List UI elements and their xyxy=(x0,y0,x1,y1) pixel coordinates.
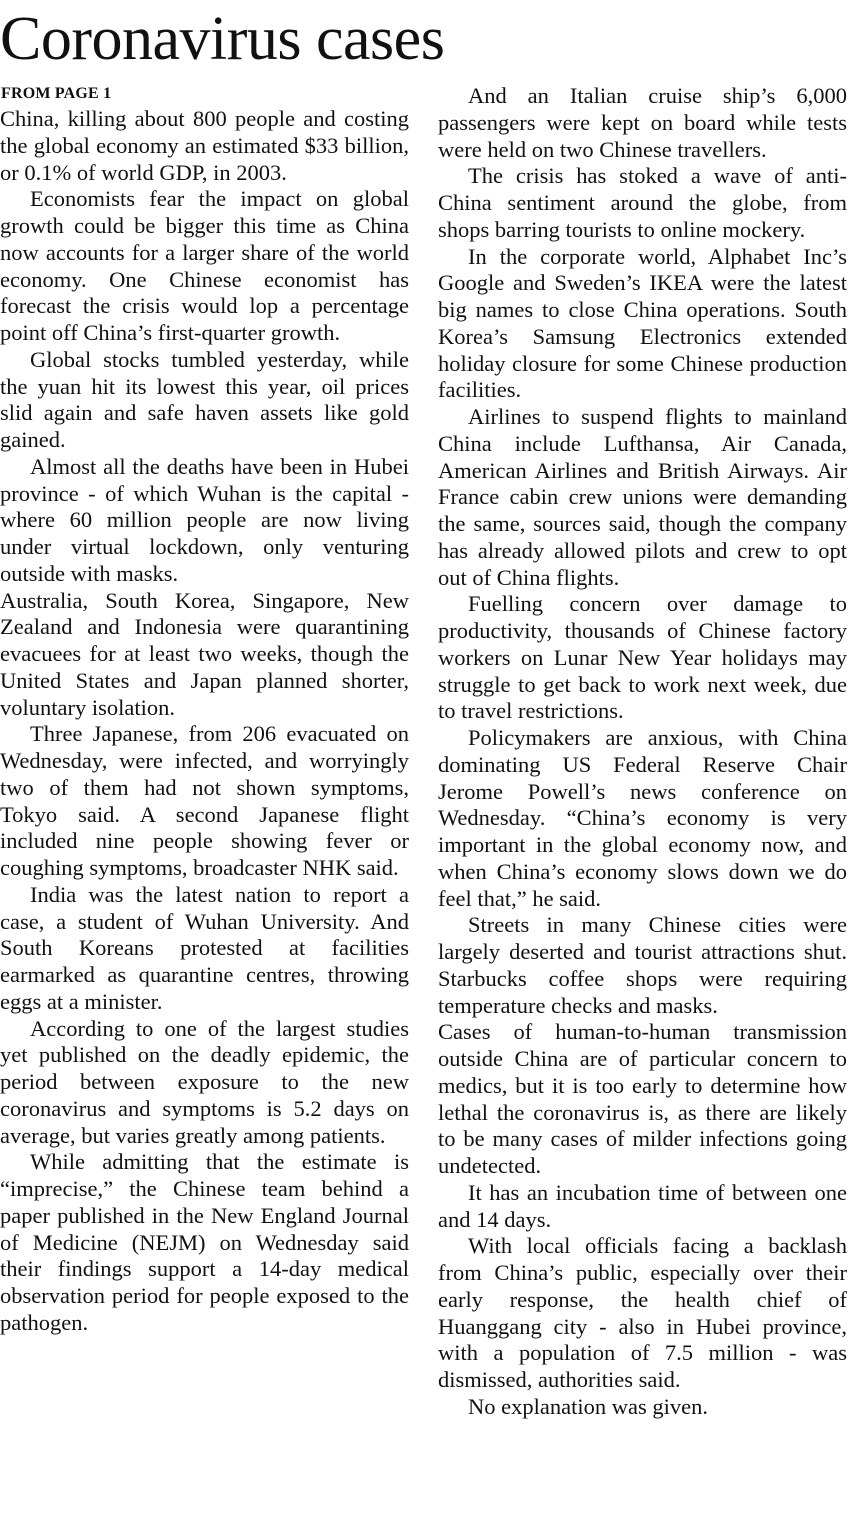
paragraph: The crisis has stoked a wave of anti-China sentiment around the globe, from shops barring tourists to online mockery. xyxy=(438,163,847,242)
paragraph: While admitting that the estimate is “imprecise,” the Chinese team behind a paper published in the New England Journal of Medicine (NEJM) on Wednesday said their findings support a 14-day medical observation period for people exposed to the pathogen. xyxy=(0,1149,409,1335)
paragraph: Global stocks tumbled yesterday, while the yuan hit its lowest this year, oil prices slid again and safe haven assets like gold gained. xyxy=(0,346,409,452)
paragraph: According to one of the largest studies yet published on the deadly epidemic, the period between exposure to the new coronavirus and symptoms is 5.2 days on average, but varies greatly among patients. xyxy=(0,1015,409,1148)
paragraph: Streets in many Chinese cities were largely deserted and tourist attractions shut. Starbucks coffee shops were requiring temperature checks and masks. xyxy=(438,912,847,1018)
paragraph: China, killing about 800 people and costing the global economy an estimated $33 billion, or 0.1% of world GDP, in 2003. xyxy=(0,106,409,185)
paragraph: It has an incubation time of between one and 14 days. xyxy=(438,1179,847,1232)
paragraph: Fuelling concern over damage to productivity, thousands of Chinese factory workers on Lunar New Year holidays may struggle to get back to work next week, due to travel restrictions. xyxy=(438,591,847,724)
left-column xyxy=(0,106,409,1337)
paragraph: Policymakers are anxious, with China dominating US Federal Reserve Chair Jerome Powell’s news conference on Wednesday. “China’s economy is very important in the global economy now, and when China’s economy slows down we do feel that,” he said. xyxy=(438,725,847,911)
paragraph: No explanation was given. xyxy=(468,1393,708,1419)
paragraph: And an Italian cruise ship’s 6,000 passengers were kept on board while tests were held on two Chinese travellers. xyxy=(438,83,847,162)
kicker-from-page: FROM PAGE 1 xyxy=(1,85,112,102)
paragraph: In the corporate world, Alphabet Inc’s Google and Sweden’s IKEA were the latest big names to close China operations. South Korea’s Samsung Electronics extended holiday closure for some Chinese production facilities. xyxy=(438,243,847,403)
headline: Coronavirus cases xyxy=(0,5,445,73)
paragraph: Airlines to suspend flights to mainland China include Lufthansa, Air Canada, American Airlines and British Airways. Air France cabin crew unions were demanding the same, sources said, though the company has already allowed pilots and crew to opt out of China flights. xyxy=(438,404,847,590)
paragraph: Cases of human-to-human transmission outside China are of particular concern to medics, but it is too early to determine how lethal the coronavirus is, as there are likely to be many cases of milder infections going undetected. xyxy=(438,1019,847,1178)
paragraph: Three Japanese, from 206 evacuated on Wednesday, were infected, and worryingly two of them had not shown symptoms, Tokyo said. A second Japanese flight included nine people showing fever or coughing symptoms, broadcaster NHK said. xyxy=(0,721,409,880)
paragraph: Australia, South Korea, Singapore, New Zealand and Indonesia were quarantining evacuees for at least two weeks, though the United States and Japan planned shorter, voluntary isolation. xyxy=(0,587,409,720)
paragraph: India was the latest nation to report a case, a student of Wuhan University. And South Koreans protested at facilities earmarked as quarantine centres, throwing eggs at a minister. xyxy=(0,881,409,1014)
paragraph: With local officials facing a backlash from China’s public, especially over their early response, the health chief of Huanggang city - also in Hubei province, with a population of 7.5 million - was dismissed, authorities said. xyxy=(438,1233,847,1392)
paragraph: Almost all the deaths have been in Hubei province - of which Wuhan is the capital - where 60 million people are now living under virtual lockdown, only venturing outside with masks. xyxy=(0,453,409,586)
paragraph: Economists fear the impact on global growth could be bigger this time as China now accounts for a larger share of the world economy. One Chinese economist has forecast the crisis would lop a percentage point off China’s first-quarter growth. xyxy=(0,186,409,345)
right-column xyxy=(438,83,847,1421)
